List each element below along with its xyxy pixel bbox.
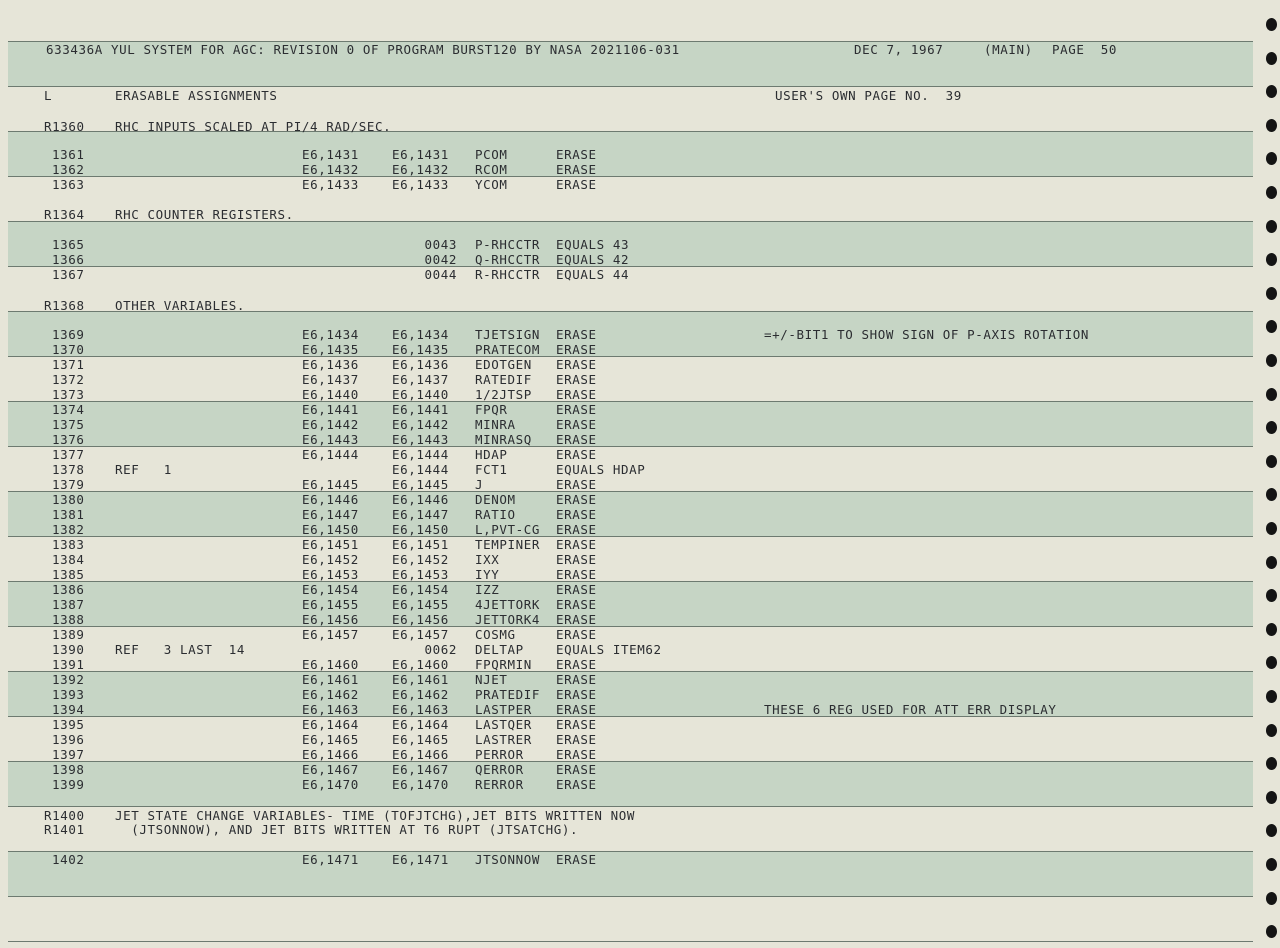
line-label: REF 3 LAST 14 <box>115 642 246 657</box>
line-operation: ERASE <box>556 147 597 162</box>
line-sequence-number: 1369 <box>52 327 85 342</box>
line-operation: ERASE <box>556 447 597 462</box>
remark-text: RHC COUNTER REGISTERS. <box>115 207 294 222</box>
remark-seq: R1400 <box>44 808 85 823</box>
line-address: E6,1434 <box>302 327 359 342</box>
line-symbol: FPQR <box>475 402 508 417</box>
line-sequence-number: 1384 <box>52 552 85 567</box>
line-operation: EQUALS ITEM62 <box>556 642 662 657</box>
line-sequence-number: 1389 <box>52 627 85 642</box>
feed-hole <box>1266 690 1277 703</box>
line-symbol: PCOM <box>475 147 508 162</box>
feed-hole <box>1266 152 1277 165</box>
line-symbol: 1/2JTSP <box>475 387 532 402</box>
line-symbol: MINRA <box>475 417 516 432</box>
line-symbol: DELTAP <box>475 642 524 657</box>
line-symbol: IXX <box>475 552 500 567</box>
remark-seq: R1360 <box>44 119 85 134</box>
line-symbol: TEMPINER <box>475 537 541 552</box>
line-symbol: LASTQER <box>475 717 532 732</box>
line-sequence-number: 1373 <box>52 387 85 402</box>
line-sequence-number: 1399 <box>52 777 85 792</box>
feed-hole <box>1266 253 1277 266</box>
line-operation: ERASE <box>556 327 597 342</box>
line-address-2: E6,1451 <box>392 537 449 552</box>
remark-seq: R1364 <box>44 207 85 222</box>
feed-hole <box>1266 220 1277 233</box>
band-rule <box>8 671 1253 672</box>
line-symbol: LASTPER <box>475 702 532 717</box>
line-address-2: E6,1436 <box>392 357 449 372</box>
line-sequence-number: 1361 <box>52 147 85 162</box>
feed-hole <box>1266 892 1277 905</box>
line-sequence-number: 1374 <box>52 402 85 417</box>
remark-seq: R1368 <box>44 298 85 313</box>
line-address-2: E6,1456 <box>392 612 449 627</box>
line-comment: THESE 6 REG USED FOR ATT ERR DISPLAY <box>764 702 1057 717</box>
line-address-2: E6,1457 <box>392 627 449 642</box>
band-rule <box>8 716 1253 717</box>
line-sequence-number: 1375 <box>52 417 85 432</box>
green-band <box>8 401 1253 446</box>
line-operation: ERASE <box>556 162 597 177</box>
line-address: E6,1436 <box>302 357 359 372</box>
line-sequence-number: 1371 <box>52 357 85 372</box>
feed-hole <box>1266 656 1277 669</box>
feed-hole <box>1266 757 1277 770</box>
line-operation: ERASE <box>556 777 597 792</box>
line-symbol: PRATEDIF <box>475 687 541 702</box>
line-address: E6,1446 <box>302 492 359 507</box>
green-band <box>8 221 1253 266</box>
band-rule <box>8 356 1253 357</box>
feed-hole <box>1266 589 1277 602</box>
line-address: E6,1433 <box>302 177 359 192</box>
green-band <box>8 581 1253 626</box>
band-rule <box>8 536 1253 537</box>
line-sequence-number: 1381 <box>52 507 85 522</box>
line-address-2: E6,1452 <box>392 552 449 567</box>
line-address-2: E6,1470 <box>392 777 449 792</box>
line-address: E6,1453 <box>302 567 359 582</box>
feed-hole <box>1266 488 1277 501</box>
line-address-2: 0044 <box>424 267 457 282</box>
line-operation: ERASE <box>556 597 597 612</box>
green-band <box>8 131 1253 176</box>
remark-text: RHC INPUTS SCALED AT PI/4 RAD/SEC. <box>115 119 392 134</box>
remark-text: OTHER VARIABLES. <box>115 298 246 313</box>
line-operation: ERASE <box>556 567 597 582</box>
line-address: E6,1460 <box>302 657 359 672</box>
line-symbol: EDOTGEN <box>475 357 532 372</box>
line-symbol: R-RHCCTR <box>475 267 541 282</box>
line-symbol: RCOM <box>475 162 508 177</box>
line-address-2: 0043 <box>424 237 457 252</box>
line-address: E6,1455 <box>302 597 359 612</box>
line-sequence-number: 1388 <box>52 612 85 627</box>
feed-hole <box>1266 186 1277 199</box>
line-sequence-number: 1366 <box>52 252 85 267</box>
feed-hole <box>1266 320 1277 333</box>
line-sequence-number: 1391 <box>52 657 85 672</box>
line-sequence-number: 1385 <box>52 567 85 582</box>
line-symbol: RERROR <box>475 777 524 792</box>
line-address: E6,1440 <box>302 387 359 402</box>
line-sequence-number: 1392 <box>52 672 85 687</box>
line-symbol: MINRASQ <box>475 432 532 447</box>
band-rule <box>8 446 1253 447</box>
line-address-2: E6,1471 <box>392 852 449 867</box>
line-address-2: E6,1442 <box>392 417 449 432</box>
line-sequence-number: 1379 <box>52 477 85 492</box>
line-address: E6,1463 <box>302 702 359 717</box>
feed-hole <box>1266 724 1277 737</box>
line-address: E6,1457 <box>302 627 359 642</box>
feed-hole <box>1266 287 1277 300</box>
line-sequence-number: 1377 <box>52 447 85 462</box>
line-address-2: E6,1437 <box>392 372 449 387</box>
line-operation: ERASE <box>556 732 597 747</box>
line-sequence-number: 1396 <box>52 732 85 747</box>
line-address-2: E6,1464 <box>392 717 449 732</box>
line-symbol: IZZ <box>475 582 500 597</box>
line-operation: EQUALS 44 <box>556 267 630 282</box>
line-operation: ERASE <box>556 402 597 417</box>
line-address-2: E6,1435 <box>392 342 449 357</box>
line-operation: ERASE <box>556 687 597 702</box>
line-operation: ERASE <box>556 582 597 597</box>
band-rule <box>8 176 1253 177</box>
line-symbol: HDAP <box>475 447 508 462</box>
remark-text: JET STATE CHANGE VARIABLES- TIME (TOFJTCHG),JET BITS WRITTEN NOW <box>115 808 636 823</box>
line-sequence-number: 1363 <box>52 177 85 192</box>
line-operation: ERASE <box>556 432 597 447</box>
line-symbol: PRATECOM <box>475 342 541 357</box>
line-address-2: 0062 <box>424 642 457 657</box>
line-sequence-number: 1370 <box>52 342 85 357</box>
line-address: E6,1450 <box>302 522 359 537</box>
line-sequence-number: 1378 <box>52 462 85 477</box>
line-symbol: P-RHCCTR <box>475 237 541 252</box>
feed-hole <box>1266 623 1277 636</box>
band-rule <box>8 86 1253 87</box>
line-operation: ERASE <box>556 177 597 192</box>
feed-hole <box>1266 455 1277 468</box>
line-address-2: E6,1461 <box>392 672 449 687</box>
line-address: E6,1467 <box>302 762 359 777</box>
line-address-2: E6,1462 <box>392 687 449 702</box>
feed-hole <box>1266 388 1277 401</box>
line-address-2: E6,1466 <box>392 747 449 762</box>
line-address-2: E6,1447 <box>392 507 449 522</box>
line-operation: ERASE <box>556 537 597 552</box>
line-sequence-number: 1390 <box>52 642 85 657</box>
remark-text: (JTSONNOW), AND JET BITS WRITTEN AT T6 RUPT (JTSATCHG). <box>115 822 579 837</box>
line-symbol: QERROR <box>475 762 524 777</box>
band-rule <box>8 896 1253 897</box>
line-sequence-number: 1382 <box>52 522 85 537</box>
line-address-2: E6,1441 <box>392 402 449 417</box>
header-title: 633436A YUL SYSTEM FOR AGC: REVISION 0 OF PROGRAM BURST120 BY NASA 2021106-031 <box>46 42 680 57</box>
band-rule <box>8 806 1253 807</box>
line-symbol: NJET <box>475 672 508 687</box>
line-address: E6,1451 <box>302 537 359 552</box>
subheader-title: ERASABLE ASSIGNMENTS <box>115 88 278 103</box>
line-address: E6,1444 <box>302 447 359 462</box>
line-operation: ERASE <box>556 672 597 687</box>
users-page-number: USER'S OWN PAGE NO. 39 <box>775 88 962 103</box>
line-address-2: E6,1463 <box>392 702 449 717</box>
green-band <box>8 761 1253 806</box>
line-address-2: E6,1445 <box>392 477 449 492</box>
line-address-2: E6,1453 <box>392 567 449 582</box>
line-sequence-number: 1387 <box>52 597 85 612</box>
line-address: E6,1456 <box>302 612 359 627</box>
line-symbol: TJETSIGN <box>475 327 541 342</box>
line-symbol: DENOM <box>475 492 516 507</box>
line-sequence-number: 1397 <box>52 747 85 762</box>
line-operation: ERASE <box>556 657 597 672</box>
band-rule <box>8 266 1253 267</box>
line-address: E6,1447 <box>302 507 359 522</box>
line-sequence-number: 1380 <box>52 492 85 507</box>
line-address-2: E6,1434 <box>392 327 449 342</box>
line-address: E6,1462 <box>302 687 359 702</box>
line-address: E6,1461 <box>302 672 359 687</box>
line-address-2: E6,1446 <box>392 492 449 507</box>
header-main: (MAIN) <box>984 42 1033 57</box>
line-sequence-number: 1376 <box>52 432 85 447</box>
green-band <box>8 491 1253 536</box>
line-operation: EQUALS 42 <box>556 252 630 267</box>
line-address-2: E6,1455 <box>392 597 449 612</box>
line-symbol: FPQRMIN <box>475 657 532 672</box>
line-sequence-number: 1394 <box>52 702 85 717</box>
feed-hole <box>1266 925 1277 938</box>
feed-hole <box>1266 18 1277 31</box>
line-address: E6,1435 <box>302 342 359 357</box>
line-symbol: IYY <box>475 567 500 582</box>
line-operation: EQUALS HDAP <box>556 462 646 477</box>
line-operation: ERASE <box>556 702 597 717</box>
line-sequence-number: 1393 <box>52 687 85 702</box>
feed-hole <box>1266 119 1277 132</box>
line-operation: ERASE <box>556 612 597 627</box>
line-operation: ERASE <box>556 372 597 387</box>
green-band <box>8 851 1253 896</box>
band-rule <box>8 761 1253 762</box>
line-operation: ERASE <box>556 417 597 432</box>
line-address-2: E6,1467 <box>392 762 449 777</box>
line-address: E6,1437 <box>302 372 359 387</box>
line-operation: ERASE <box>556 717 597 732</box>
line-symbol: LASTRER <box>475 732 532 747</box>
line-operation: ERASE <box>556 477 597 492</box>
line-sequence-number: 1365 <box>52 237 85 252</box>
line-address-2: E6,1465 <box>392 732 449 747</box>
line-symbol: J <box>475 477 484 492</box>
line-address: E6,1432 <box>302 162 359 177</box>
band-rule <box>8 941 1253 942</box>
feed-hole <box>1266 824 1277 837</box>
line-address: E6,1431 <box>302 147 359 162</box>
line-address-2: E6,1460 <box>392 657 449 672</box>
band-rule <box>8 401 1253 402</box>
feed-hole <box>1266 556 1277 569</box>
line-operation: ERASE <box>556 522 597 537</box>
line-symbol: JETTORK4 <box>475 612 541 627</box>
line-address: E6,1471 <box>302 852 359 867</box>
line-sequence-number: 1383 <box>52 537 85 552</box>
feed-hole <box>1266 858 1277 871</box>
line-operation: ERASE <box>556 627 597 642</box>
line-address: E6,1465 <box>302 732 359 747</box>
line-address: E6,1443 <box>302 432 359 447</box>
band-rule <box>8 626 1253 627</box>
line-sequence-number: 1402 <box>52 852 85 867</box>
line-address-2: E6,1444 <box>392 447 449 462</box>
line-operation: ERASE <box>556 357 597 372</box>
line-operation: ERASE <box>556 852 597 867</box>
line-address: E6,1441 <box>302 402 359 417</box>
line-address-2: E6,1432 <box>392 162 449 177</box>
line-address-2: E6,1431 <box>392 147 449 162</box>
feed-hole <box>1266 522 1277 535</box>
line-symbol: PERROR <box>475 747 524 762</box>
line-address: E6,1470 <box>302 777 359 792</box>
line-symbol: Q-RHCCTR <box>475 252 541 267</box>
line-address: E6,1454 <box>302 582 359 597</box>
line-address-2: E6,1440 <box>392 387 449 402</box>
line-address: E6,1452 <box>302 552 359 567</box>
line-symbol: FCT1 <box>475 462 508 477</box>
band-rule <box>8 491 1253 492</box>
line-address-2: E6,1443 <box>392 432 449 447</box>
line-address-2: E6,1454 <box>392 582 449 597</box>
header-page: PAGE 50 <box>1052 42 1118 57</box>
feed-hole <box>1266 85 1277 98</box>
band-rule <box>8 851 1253 852</box>
line-symbol: COSMG <box>475 627 516 642</box>
feed-hole <box>1266 421 1277 434</box>
line-symbol: JTSONNOW <box>475 852 541 867</box>
line-operation: ERASE <box>556 747 597 762</box>
line-operation: ERASE <box>556 387 597 402</box>
line-symbol: YCOM <box>475 177 508 192</box>
line-address-2: E6,1450 <box>392 522 449 537</box>
line-address: E6,1466 <box>302 747 359 762</box>
line-symbol: L,PVT-CG <box>475 522 541 537</box>
line-address-2: E6,1433 <box>392 177 449 192</box>
line-address-2: 0042 <box>424 252 457 267</box>
line-sequence-number: 1372 <box>52 372 85 387</box>
feed-hole <box>1266 354 1277 367</box>
line-sequence-number: 1398 <box>52 762 85 777</box>
line-operation: ERASE <box>556 552 597 567</box>
feed-hole <box>1266 52 1277 65</box>
line-symbol: 4JETTORK <box>475 597 541 612</box>
line-symbol: RATEDIF <box>475 372 532 387</box>
feed-hole <box>1266 791 1277 804</box>
subheader-letter: L <box>44 88 53 103</box>
line-sequence-number: 1367 <box>52 267 85 282</box>
header-date: DEC 7, 1967 <box>854 42 944 57</box>
line-address: E6,1464 <box>302 717 359 732</box>
line-operation: ERASE <box>556 507 597 522</box>
line-comment: =+/-BIT1 TO SHOW SIGN OF P-AXIS ROTATION <box>764 327 1090 342</box>
line-operation: ERASE <box>556 762 597 777</box>
line-operation: ERASE <box>556 342 597 357</box>
line-operation: ERASE <box>556 492 597 507</box>
band-rule <box>8 581 1253 582</box>
line-address: E6,1445 <box>302 477 359 492</box>
line-address: E6,1442 <box>302 417 359 432</box>
line-symbol: RATIO <box>475 507 516 522</box>
line-sequence-number: 1386 <box>52 582 85 597</box>
line-operation: EQUALS 43 <box>556 237 630 252</box>
line-label: REF 1 <box>115 462 172 477</box>
line-sequence-number: 1395 <box>52 717 85 732</box>
line-address-2: E6,1444 <box>392 462 449 477</box>
remark-seq: R1401 <box>44 822 85 837</box>
line-sequence-number: 1362 <box>52 162 85 177</box>
green-band <box>8 671 1253 716</box>
